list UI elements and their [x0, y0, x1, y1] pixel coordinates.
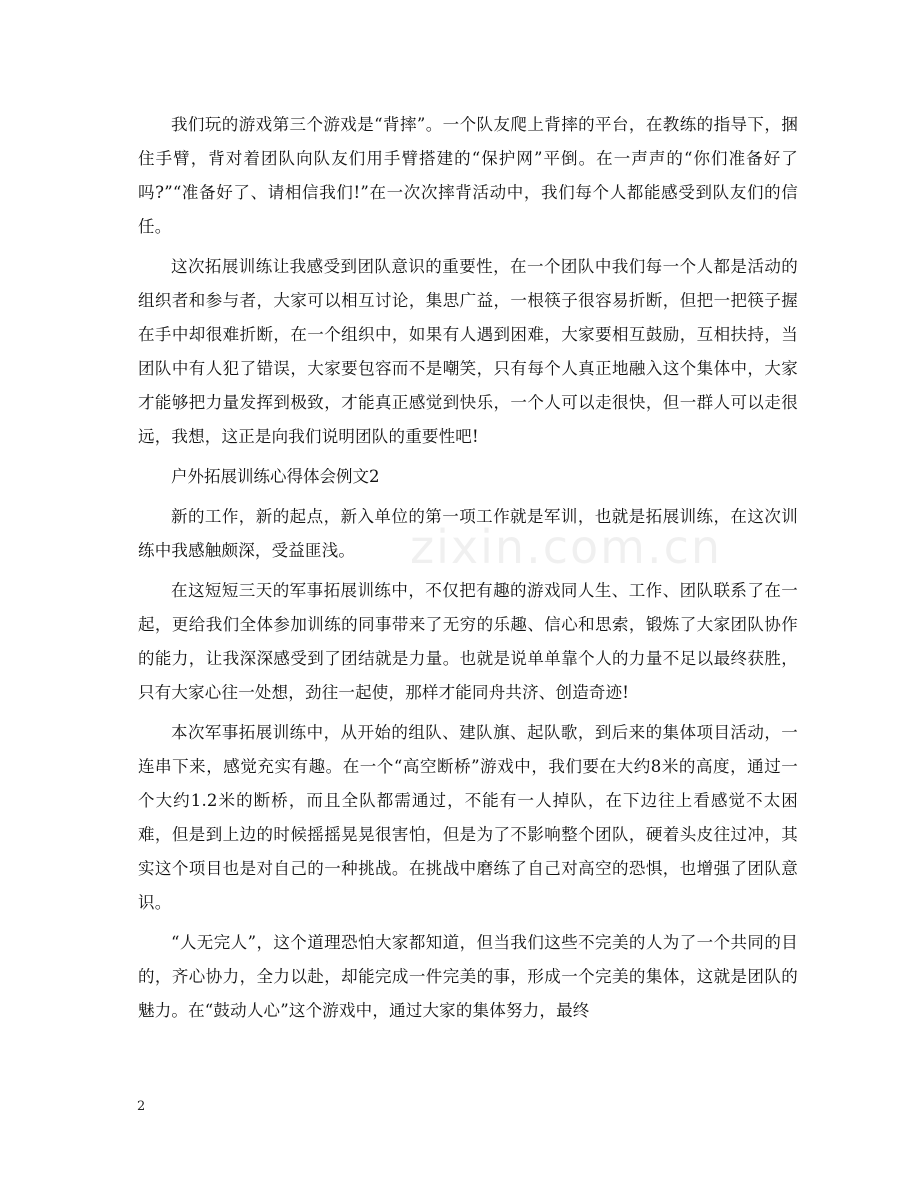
watermark: zixin.com.cn [410, 520, 723, 574]
paragraph-three-days-training: 在这短短三天的军事拓展训练中，不仅把有趣的游戏同人生、工作、团队联系了在一起，更给我们全体参加训练的同事带来了无穷的乐趣、信心和思索，锻炼了大家团队协作的能力，让我深深感受到了团结就是力量。也就是说单单靠个人的力量不足以最终获胜，只有大家心往一处想，劲往一起使，那样才能同舟共济、创造奇迹! [138, 581, 798, 702]
section-heading: 户外拓展训练心得体会例文2 [171, 467, 380, 486]
paragraph-new-work: 新的工作，新的起点，新入单位的第一项工作就是军训，也就是拓展训练，在这次训练中我感触颇深，受益匪浅。 [138, 507, 798, 560]
paragraph-high-bridge: 本次军事拓展训练中，从开始的组队、建队旗、起队歌，到后来的集体项目活动，一连串下来，感觉充实有趣。在一个“高空断桥”游戏中，我们要在大约8米的高度，通过一个大约1.2米的断桥，而且全队都需通过，不能有一人掉队，在下边往上看感觉不太困难，但是到上边的时候摇摇晃晃很害怕，但是为了不影响整个团队，硬着头皮往过冲，其实这个项目也是对自己的一种挑战。在挑战中磨练了自己对高空的恐惧，也增强了团队意识。 [138, 723, 798, 912]
paragraph-nobody-perfect: “人无完人”，这个道理恐怕大家都知道，但当我们这些不完美的人为了一个共同的目的，齐心协力，全力以赴，却能完成一件完美的事，形成一个完美的集体，这就是团队的魅力。在“鼓动人心”这个游戏中，通过大家的集体努力，最终 [138, 933, 798, 1020]
page-number: 2 [137, 1099, 146, 1114]
paragraph-back-fall-game: 我们玩的游戏第三个游戏是“背摔”。一个队友爬上背摔的平台，在教练的指导下，捆住手臂，背对着团队向队友们用手臂搭建的“保护网”平倒。在一声声的“你们准备好了吗?”“准备好了、请相信我们!”在一次次摔背活动中，我们每个人都能感受到队友们的信任。 [138, 115, 798, 236]
paragraph-team-awareness: 这次拓展训练让我感受到团队意识的重要性，在一个团队中我们每一个人都是活动的组织者和参与者，大家可以相互讨论，集思广益，一根筷子很容易折断，但把一把筷子握在手中却很难折断，在一个组织中，如果有人遇到困难，大家要相互鼓励，互相扶持，当团队中有人犯了错误，大家要包容而不是嘲笑，只有每个人真正地融入这个集体中，大家才能够把力量发挥到极致，才能真正感觉到快乐，一个人可以走很快，但一群人可以走很远，我想，这正是向我们说明团队的重要性吧! [138, 257, 798, 446]
document-body [138, 108, 798, 1034]
